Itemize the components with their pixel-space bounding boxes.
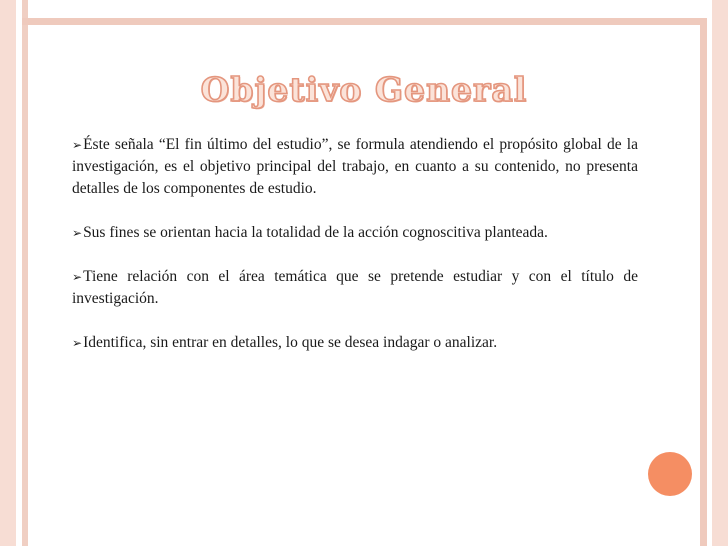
slide-title: Objetivo General bbox=[200, 70, 528, 109]
bullet-paragraph bbox=[72, 266, 638, 310]
frame-top-line bbox=[22, 18, 700, 25]
bullet-paragraph bbox=[72, 134, 638, 200]
paragraph-text: Identifica, sin entrar en detalles, lo que se desea indagar o analizar. bbox=[83, 334, 498, 351]
arrow-bullet-icon: ➢ bbox=[72, 138, 83, 152]
arrow-bullet-icon: ➢ bbox=[72, 226, 83, 240]
bullet-paragraph bbox=[72, 332, 638, 354]
arrow-bullet-icon: ➢ bbox=[72, 336, 83, 350]
accent-circle bbox=[648, 452, 692, 496]
paragraph-text: Tiene relación con el área temática que se pretende estudiar y con el título de investigación. bbox=[72, 268, 638, 307]
slide-body bbox=[72, 134, 638, 354]
arrow-bullet-icon: ➢ bbox=[72, 270, 83, 284]
paragraph-text: Éste señala “El fin último del estudio”, se formula atendiendo el propósito global de la investigación, es el objetivo principal del trabajo, en cuanto a su contenido, no presenta detalles de los componentes de estudio. bbox=[72, 136, 638, 197]
paragraph-text: Sus fines se orientan hacia la totalidad de la acción cognoscitiva planteada. bbox=[83, 224, 548, 241]
bullet-paragraph bbox=[72, 222, 638, 244]
